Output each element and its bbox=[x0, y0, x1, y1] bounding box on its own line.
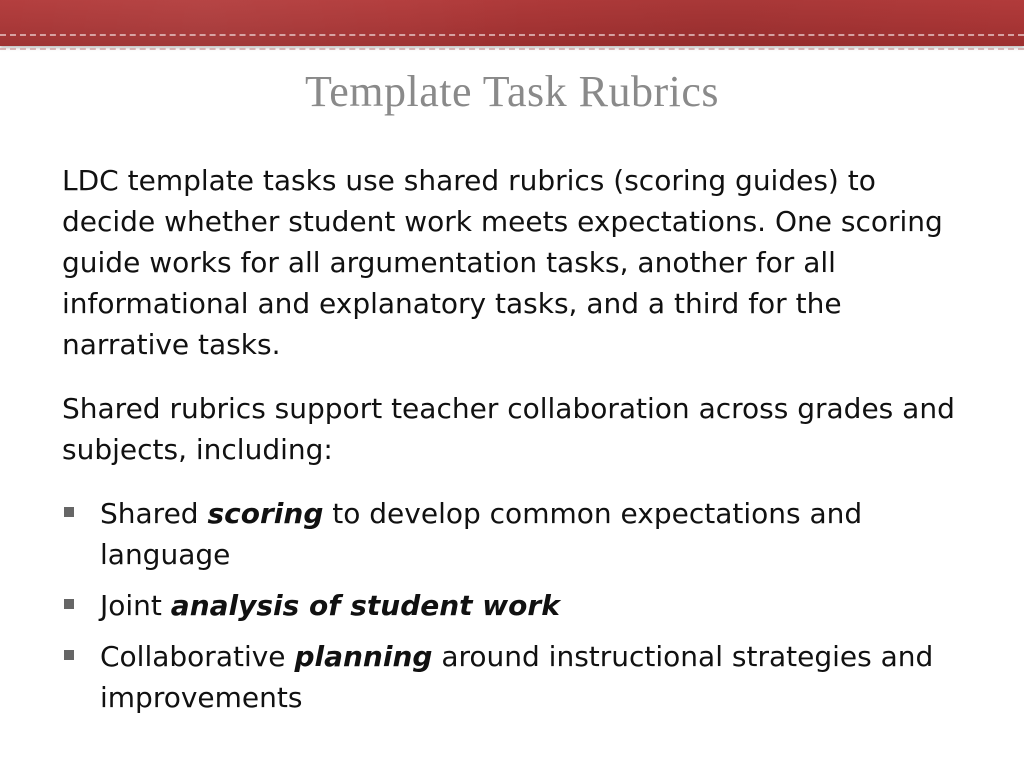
bullet-text-before: Collaborative bbox=[100, 640, 295, 673]
square-bullet-icon bbox=[64, 507, 74, 517]
bullet-list bbox=[62, 493, 962, 718]
bullet-emphasis: scoring bbox=[207, 497, 324, 530]
bullet-text-before: Joint bbox=[100, 589, 171, 622]
bullet-text-after: to develop common expectations and language bbox=[100, 497, 863, 571]
bullet-text-before: Shared bbox=[100, 497, 208, 530]
slide-title: Template Task Rubrics bbox=[304, 67, 720, 116]
bullet-emphasis: planning bbox=[294, 640, 433, 673]
slide-body bbox=[62, 160, 962, 728]
bullet-item-analysis bbox=[62, 585, 962, 626]
leather-header-band bbox=[0, 0, 1024, 46]
stitch-line-bottom bbox=[0, 48, 1024, 50]
square-bullet-icon bbox=[64, 650, 74, 660]
square-bullet-icon bbox=[64, 599, 74, 609]
bullet-item-scoring bbox=[62, 493, 962, 575]
body-paragraph-2: Shared rubrics support teacher collaboration across grades and subjects, including: bbox=[62, 392, 955, 466]
bullet-emphasis: analysis of student work bbox=[170, 589, 560, 622]
bullet-item-planning bbox=[62, 636, 962, 718]
bullet-text-after: around instructional strategies and improvements bbox=[100, 640, 934, 714]
body-paragraph-1: LDC template tasks use shared rubrics (scoring guides) to decide whether student work meets expectations. One scoring guide works for all argumentation tasks, another for all informational and explanatory tasks, and a third for the narrative tasks. bbox=[62, 164, 943, 361]
stitch-line-top bbox=[0, 34, 1024, 36]
